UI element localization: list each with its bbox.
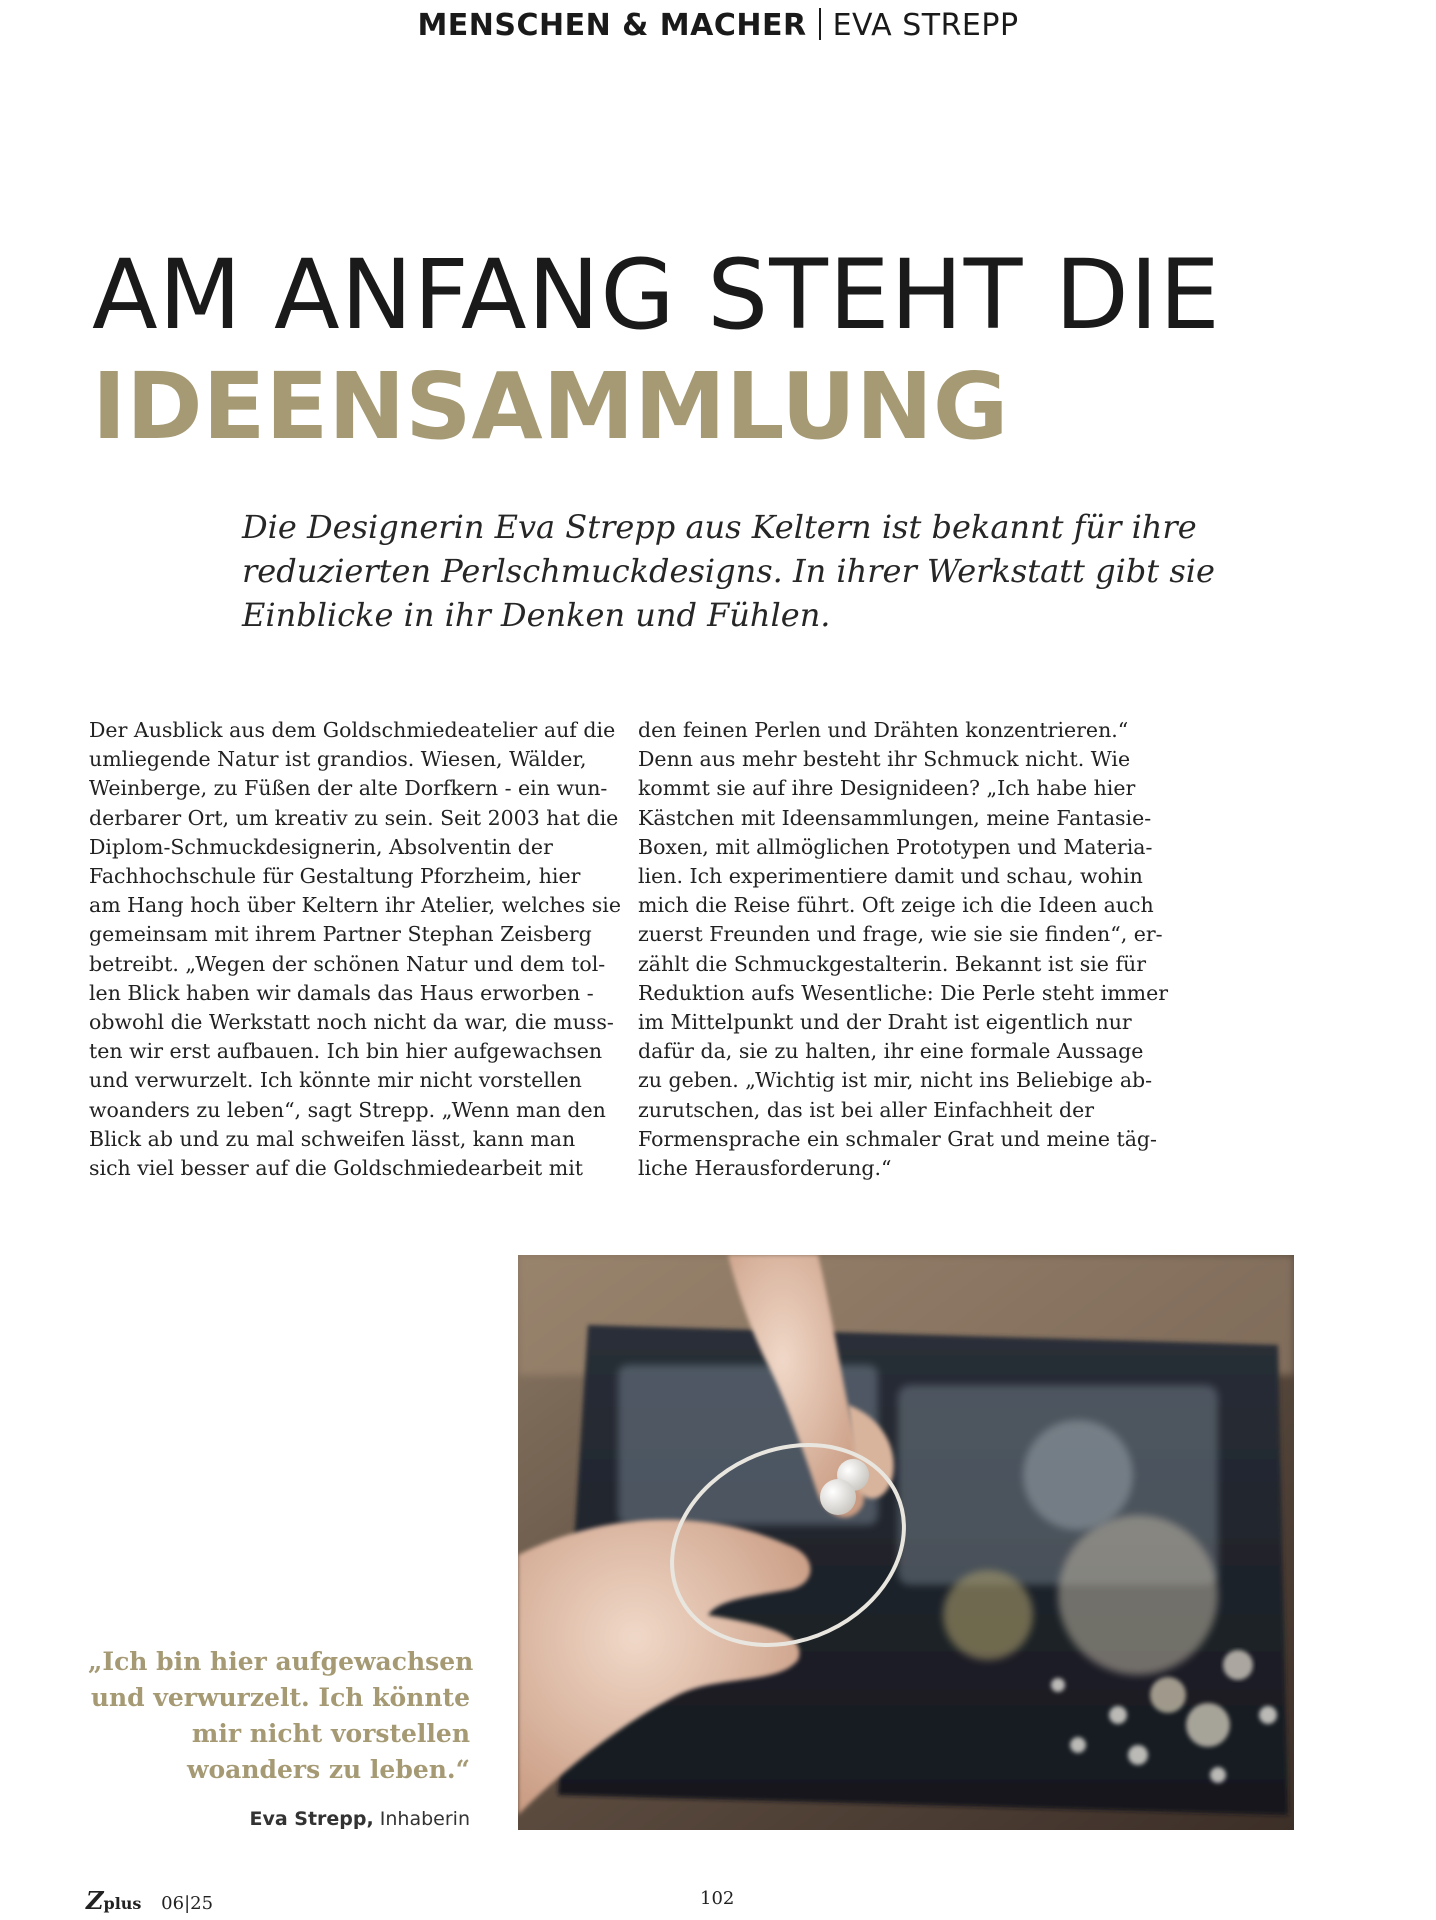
pull-quote-line: „Ich bin hier aufgewachsen xyxy=(88,1647,474,1676)
body-line: sich viel besser auf die Goldschmiedearbeit mit xyxy=(89,1156,584,1181)
header-person: EVA STREPP xyxy=(832,8,1019,43)
section-name: MENSCHEN & MACHER xyxy=(417,8,807,43)
body-line: zurutschen, das ist bei aller Einfachheit der xyxy=(638,1097,1095,1122)
body-column-right xyxy=(638,716,1178,1183)
body-line: umliegende Natur ist grandios. Wiesen, Wälder, xyxy=(89,747,587,772)
header-divider xyxy=(819,8,821,40)
body-line: Boxen, mit allmöglichen Prototypen und Materia- xyxy=(638,834,1153,859)
page-number: 102 xyxy=(700,1888,735,1909)
quote-attribution xyxy=(88,1808,470,1830)
headline-line-2: IDEENSAMMLUNG xyxy=(92,353,1009,460)
pull-quote-line: woanders zu leben.“ xyxy=(186,1755,470,1784)
body-line: lien. Ich experimentiere damit und schau, wohin xyxy=(638,864,1143,889)
lead-line: reduzierten Perlschmuckdesigns. In ihrer Werkstatt gibt sie xyxy=(242,552,1215,590)
body-line: ten wir erst aufbauen. Ich bin hier aufgewachsen xyxy=(89,1039,603,1064)
body-line: Weinberge, zu Füßen der alte Dorfkern - ein wun- xyxy=(89,776,608,801)
running-header xyxy=(0,8,1436,43)
body-line: woanders zu leben“, sagt Strepp. „Wenn man den xyxy=(89,1097,606,1122)
body-line: im Mittelpunkt und der Draht ist eigentlich nur xyxy=(638,1010,1132,1035)
body-line: derbarer Ort, um kreativ zu sein. Seit 2003 hat die xyxy=(89,805,619,830)
body-line: am Hang hoch über Keltern ihr Atelier, welches sie xyxy=(89,893,621,918)
body-line: Formensprache ein schmaler Grat und meine täg- xyxy=(638,1126,1157,1151)
body-line: Reduktion aufs Wesentliche: Die Perle steht immer xyxy=(638,980,1169,1005)
body-column-left xyxy=(89,716,629,1183)
quote-role: Inhaberin xyxy=(379,1808,470,1830)
body-line: Denn aus mehr besteht ihr Schmuck nicht. Wie xyxy=(638,747,1131,772)
body-line: Diplom-Schmuckdesignerin, Absolventin der xyxy=(89,834,553,859)
lead-line: Einblicke in ihr Denken und Fühlen. xyxy=(242,596,831,634)
body-line: Kästchen mit Ideensammlungen, meine Fantasie- xyxy=(638,805,1152,830)
photo-illustration xyxy=(518,1255,1294,1830)
magazine-logo-glyph: Z xyxy=(86,1886,104,1915)
body-line: obwohl die Werkstatt noch nicht da war, die muss- xyxy=(89,1010,614,1035)
headline-line-1: AM ANFANG STEHT DIE xyxy=(92,239,1221,351)
quote-author: Eva Strepp, xyxy=(249,1808,374,1830)
body-line: Blick ab und zu mal schweifen lässt, kann man xyxy=(89,1126,576,1151)
pull-quote-line: mir nicht vorstellen xyxy=(191,1719,470,1748)
body-line: len Blick haben wir damals das Haus erworben - xyxy=(89,980,594,1005)
lead-line: Die Designerin Eva Strepp aus Keltern ist bekannt für ihre xyxy=(242,508,1197,546)
body-line: dafür da, sie zu halten, ihr eine formale Aussage xyxy=(638,1039,1144,1064)
body-line: zuerst Freunden und frage, wie sie sie finden“, er- xyxy=(638,922,1163,947)
pull-quote-line: und verwurzelt. Ich könnte xyxy=(90,1683,470,1712)
body-line: gemeinsam mit ihrem Partner Stephan Zeisberg xyxy=(89,922,592,947)
page-footer xyxy=(86,1886,213,1915)
jewelry-photo xyxy=(518,1255,1294,1830)
body-line: zählt die Schmuckgestalterin. Bekannt ist sie für xyxy=(638,951,1147,976)
pull-quote xyxy=(88,1644,474,1788)
lead-paragraph xyxy=(242,505,1215,637)
body-line: den feinen Perlen und Drähten konzentrieren.“ xyxy=(638,718,1129,742)
magazine-logo-word: plus xyxy=(103,1894,142,1913)
body-line: liche Herausforderung.“ xyxy=(638,1156,892,1181)
body-line: betreibt. „Wegen der schönen Natur und dem tol- xyxy=(89,951,606,976)
body-line: Der Ausblick aus dem Goldschmiedeatelier auf die xyxy=(89,718,616,742)
issue-number: 06|25 xyxy=(161,1893,214,1914)
body-line: Fachhochschule für Gestaltung Pforzheim, hier xyxy=(89,864,581,889)
body-line: zu geben. „Wichtig ist mir, nicht ins Beliebige ab- xyxy=(638,1068,1153,1093)
body-line: und verwurzelt. Ich könnte mir nicht vorstellen xyxy=(89,1068,582,1093)
body-line: kommt sie auf ihre Designideen? „Ich habe hier xyxy=(638,776,1136,801)
body-line: mich die Reise führt. Oft zeige ich die Ideen auch xyxy=(638,893,1154,918)
